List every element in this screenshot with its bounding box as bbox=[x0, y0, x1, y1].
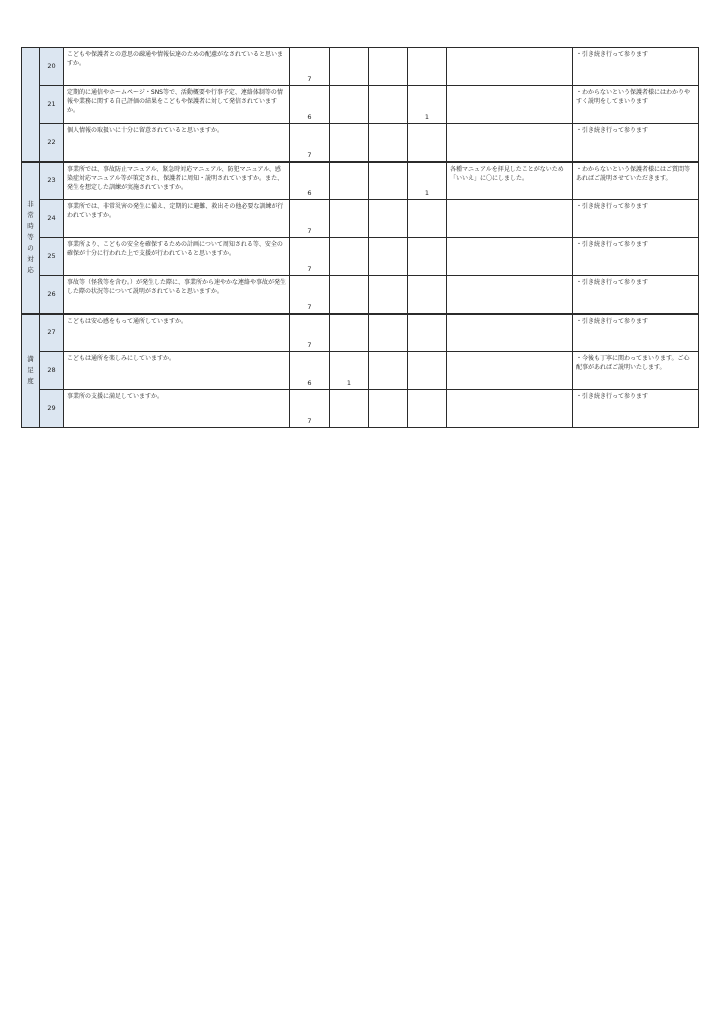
question-text: こどもは通所を楽しみにしていますか。 bbox=[64, 352, 290, 390]
question-number: 23 bbox=[40, 162, 64, 200]
answer-unknown-count bbox=[408, 314, 447, 352]
question-text: 事業所の支援に満足していますか。 bbox=[64, 390, 290, 428]
answer-unknown-count bbox=[408, 200, 447, 238]
parent-comment bbox=[447, 314, 573, 352]
question-text: 個人情報の取扱いに十分に留意されていると思いますか。 bbox=[64, 124, 290, 162]
answer-yes-count: 6 bbox=[290, 162, 330, 200]
answer-no-count bbox=[369, 352, 408, 390]
facility-response: ・わからないという保護者様にはご質問等あればご説明させていただきます。 bbox=[573, 162, 699, 200]
answer-yes-count: 7 bbox=[290, 200, 330, 238]
answer-no-count bbox=[369, 86, 408, 124]
answer-neutral-count bbox=[330, 390, 369, 428]
facility-response: ・今後も丁寧に関わってまいります。ご心配事があればご説明いたします。 bbox=[573, 352, 699, 390]
category-cell: 非常時等の対応 bbox=[22, 162, 40, 314]
question-text: 事業所では、事故防止マニュアル、緊急時対応マニュアル、防犯マニュアル、感染症対応マニュアル等が策定され、保護者に周知・説明されていますか。また、発生を想定した訓練が実施されていますか。 bbox=[64, 162, 290, 200]
table-row bbox=[22, 124, 699, 162]
question-number: 25 bbox=[40, 238, 64, 276]
answer-no-count bbox=[369, 390, 408, 428]
answer-neutral-count bbox=[330, 124, 369, 162]
table-row bbox=[22, 276, 699, 314]
parent-comment bbox=[447, 200, 573, 238]
answer-yes-count: 7 bbox=[290, 124, 330, 162]
table-row bbox=[22, 390, 699, 428]
category-cell bbox=[22, 48, 40, 162]
question-number: 29 bbox=[40, 390, 64, 428]
parent-comment bbox=[447, 86, 573, 124]
question-number: 24 bbox=[40, 200, 64, 238]
facility-response: ・引き続き行って参ります bbox=[573, 390, 699, 428]
question-text: 事業所より、こどもの安全を確保するための計画について周知される等、安全の確保が十分に行われた上で支援が行われていると思いますか。 bbox=[64, 238, 290, 276]
facility-response: ・引き続き行って参ります bbox=[573, 200, 699, 238]
table-row bbox=[22, 314, 699, 352]
answer-neutral-count bbox=[330, 276, 369, 314]
table-row bbox=[22, 352, 699, 390]
table-row bbox=[22, 238, 699, 276]
answer-yes-count: 7 bbox=[290, 390, 330, 428]
answer-yes-count: 6 bbox=[290, 86, 330, 124]
question-text: こどもや保護者との意思の疎通や情報伝達のための配慮がなされていると思いますか。 bbox=[64, 48, 290, 86]
answer-neutral-count bbox=[330, 86, 369, 124]
answer-neutral-count: 1 bbox=[330, 352, 369, 390]
answer-yes-count: 7 bbox=[290, 314, 330, 352]
facility-response: ・引き続き行って参ります bbox=[573, 276, 699, 314]
question-number: 21 bbox=[40, 86, 64, 124]
table-row bbox=[22, 86, 699, 124]
answer-unknown-count: 1 bbox=[408, 162, 447, 200]
answer-unknown-count bbox=[408, 352, 447, 390]
answer-no-count bbox=[369, 48, 408, 86]
answer-yes-count: 7 bbox=[290, 238, 330, 276]
answer-neutral-count bbox=[330, 162, 369, 200]
answer-yes-count: 7 bbox=[290, 48, 330, 86]
table-row bbox=[22, 48, 699, 86]
parent-comment: 各種マニュアルを拝見したことがないため「いいえ」に〇にしました。 bbox=[447, 162, 573, 200]
answer-no-count bbox=[369, 314, 408, 352]
answer-unknown-count bbox=[408, 390, 447, 428]
answer-unknown-count bbox=[408, 48, 447, 86]
answer-neutral-count bbox=[330, 238, 369, 276]
facility-response: ・引き続き行って参ります bbox=[573, 48, 699, 86]
parent-comment bbox=[447, 238, 573, 276]
question-text: 事故等（怪我等を含む。）が発生した際に、事業所から速やかな連絡や事故が発生した際の状況等について説明がされていると思いますか。 bbox=[64, 276, 290, 314]
question-text: 事業所では、非常災害の発生に備え、定期的に避難、救出その他必要な訓練が行われていますか。 bbox=[64, 200, 290, 238]
answer-neutral-count bbox=[330, 48, 369, 86]
facility-response: ・わからないという保護者様にはわかりやすく説明をしてまいります bbox=[573, 86, 699, 124]
parent-comment bbox=[447, 352, 573, 390]
answer-yes-count: 7 bbox=[290, 276, 330, 314]
table-row bbox=[22, 162, 699, 200]
parent-comment bbox=[447, 276, 573, 314]
table-row bbox=[22, 200, 699, 238]
survey-table bbox=[21, 47, 699, 428]
answer-no-count bbox=[369, 238, 408, 276]
question-number: 28 bbox=[40, 352, 64, 390]
answer-yes-count: 6 bbox=[290, 352, 330, 390]
facility-response: ・引き続き行って参ります bbox=[573, 238, 699, 276]
question-number: 20 bbox=[40, 48, 64, 86]
answer-no-count bbox=[369, 200, 408, 238]
parent-comment bbox=[447, 48, 573, 86]
category-cell: 満足度 bbox=[22, 314, 40, 428]
question-number: 26 bbox=[40, 276, 64, 314]
answer-no-count bbox=[369, 162, 408, 200]
answer-no-count bbox=[369, 276, 408, 314]
facility-response: ・引き続き行って参ります bbox=[573, 124, 699, 162]
answer-neutral-count bbox=[330, 314, 369, 352]
parent-comment bbox=[447, 390, 573, 428]
answer-unknown-count bbox=[408, 238, 447, 276]
question-text: こどもは安心感をもって通所していますか。 bbox=[64, 314, 290, 352]
answer-no-count bbox=[369, 124, 408, 162]
question-text: 定期的に通信やホームページ・SNS等で、活動概要や行事予定、連絡体制等の情報や業務に関する自己評価の結果をこどもや保護者に対して発信されていますか。 bbox=[64, 86, 290, 124]
answer-neutral-count bbox=[330, 200, 369, 238]
answer-unknown-count: 1 bbox=[408, 86, 447, 124]
parent-comment bbox=[447, 124, 573, 162]
facility-response: ・引き続き行って参ります bbox=[573, 314, 699, 352]
answer-unknown-count bbox=[408, 276, 447, 314]
question-number: 22 bbox=[40, 124, 64, 162]
question-number: 27 bbox=[40, 314, 64, 352]
answer-unknown-count bbox=[408, 124, 447, 162]
